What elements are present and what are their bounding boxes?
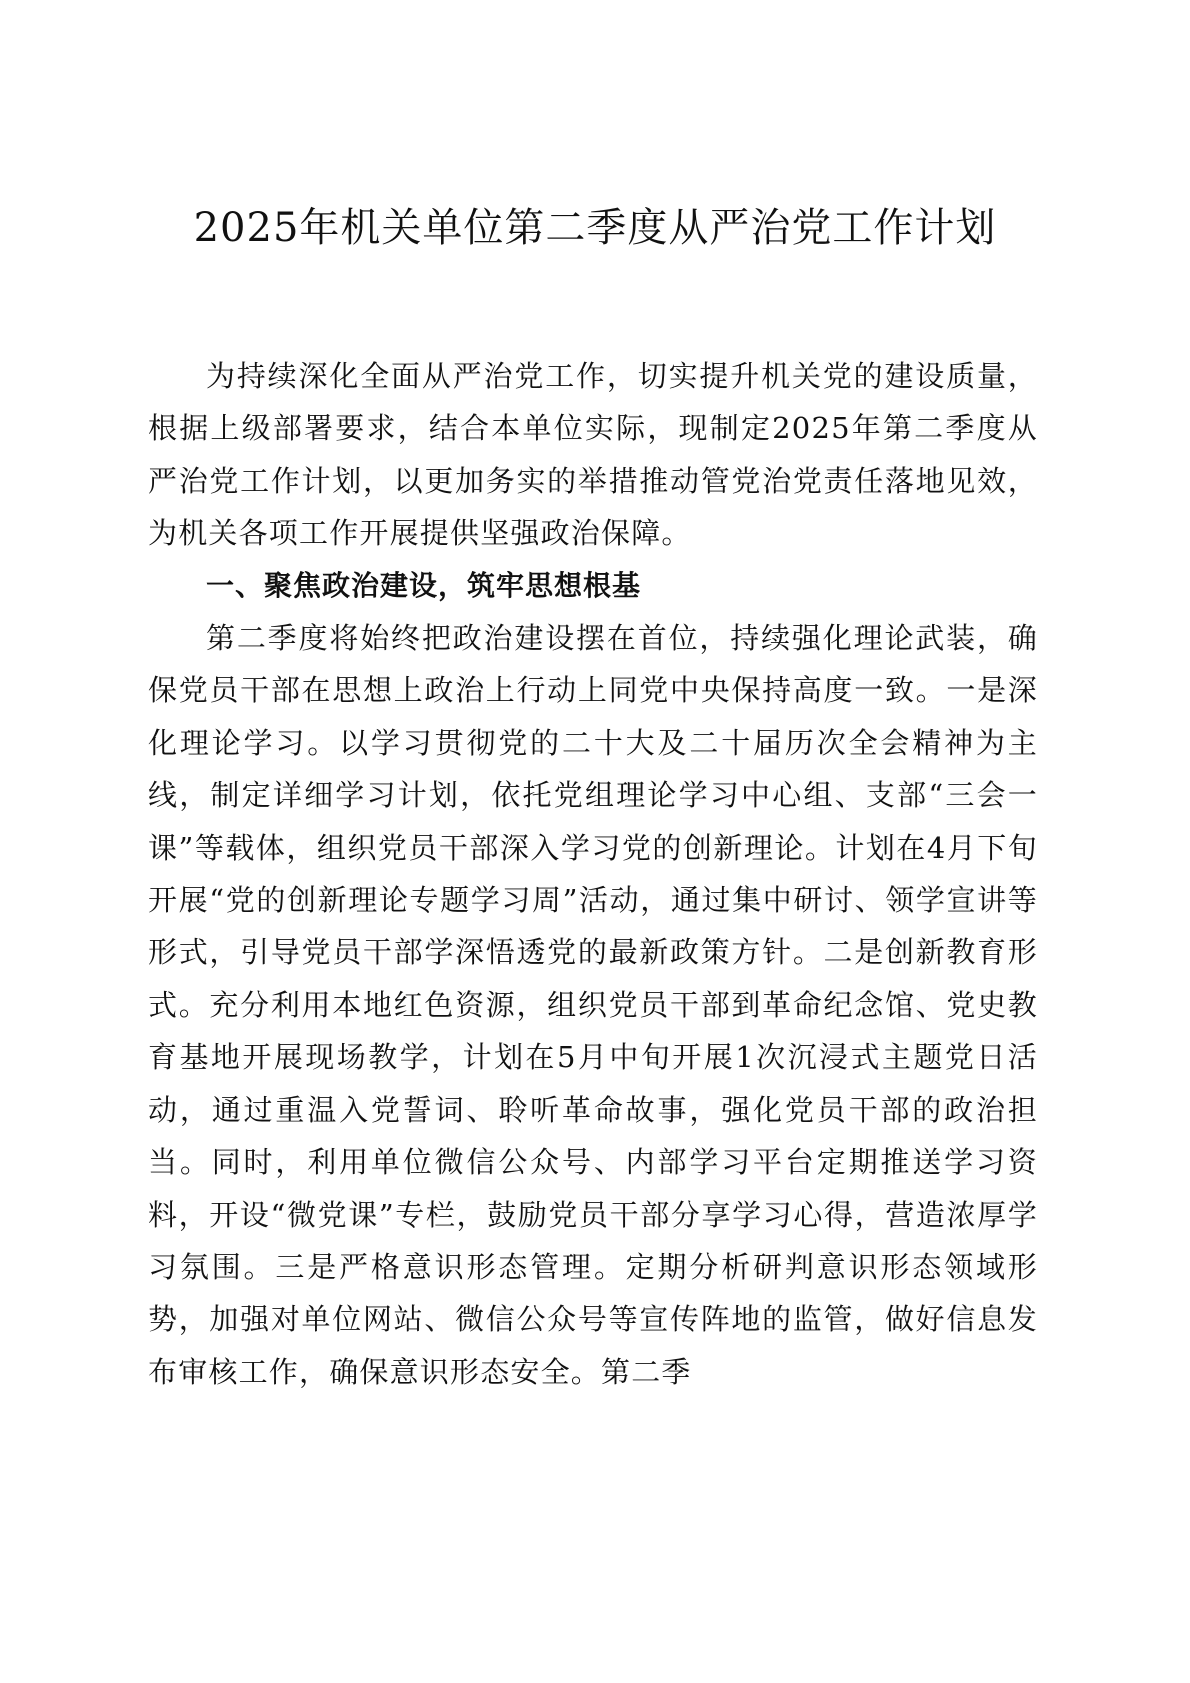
section-1-heading: 一、聚焦政治建设，筑牢思想根基: [206, 568, 642, 602]
section-1-paragraph: 第二季度将始终把政治建设摆在首位，持续强化理论武装，确保党员干部在思想上政治上行动上同党中央保持高度一致。一是深化理论学习。以学习贯彻党的二十大及二十届历次全会精神为主线，制定详细学习计划，依托党组理论学习中心组、支部“三会一课”等载体，组织党员干部深入学习党的创新理论。计划在4月下旬开展“党的创新理论专题学习周”活动，通过集中研讨、领学宣讲等形式，引导党员干部学深悟透党的最新政策方针。二是创新教育形式。充分利用本地红色资源，组织党员干部到革命纪念馆、党史教育基地开展现场教学，计划在5月中旬开展1次沉浸式主题党日活动，通过重温入党誓词、聆听革命故事，强化党员干部的政治担当。同时，利用单位微信公众号、内部学习平台定期推送学习资料，开设“微党课”专栏，鼓励党员干部分享学习心得，营造浓厚学习氛围。三是严格意识形态管理。定期分析研判意识形态领域形势，加强对单位网站、微信公众号等宣传阵地的监管，做好信息发布审核工作，确保意识形态安全。第二季: [148, 621, 1038, 1389]
intro-paragraph: 为持续深化全面从严治党工作，切实提升机关党的建设质量，根据上级部署要求，结合本单位实际，现制定2025年第二季度从严治党工作计划，以更加务实的举措推动管党治党责任落地见效，为机关各项工作开展提供坚强政治保障。: [148, 359, 1038, 551]
document-body: [148, 350, 1038, 1398]
document-title: 2025年机关单位第二季度从严治党工作计划: [193, 205, 997, 251]
